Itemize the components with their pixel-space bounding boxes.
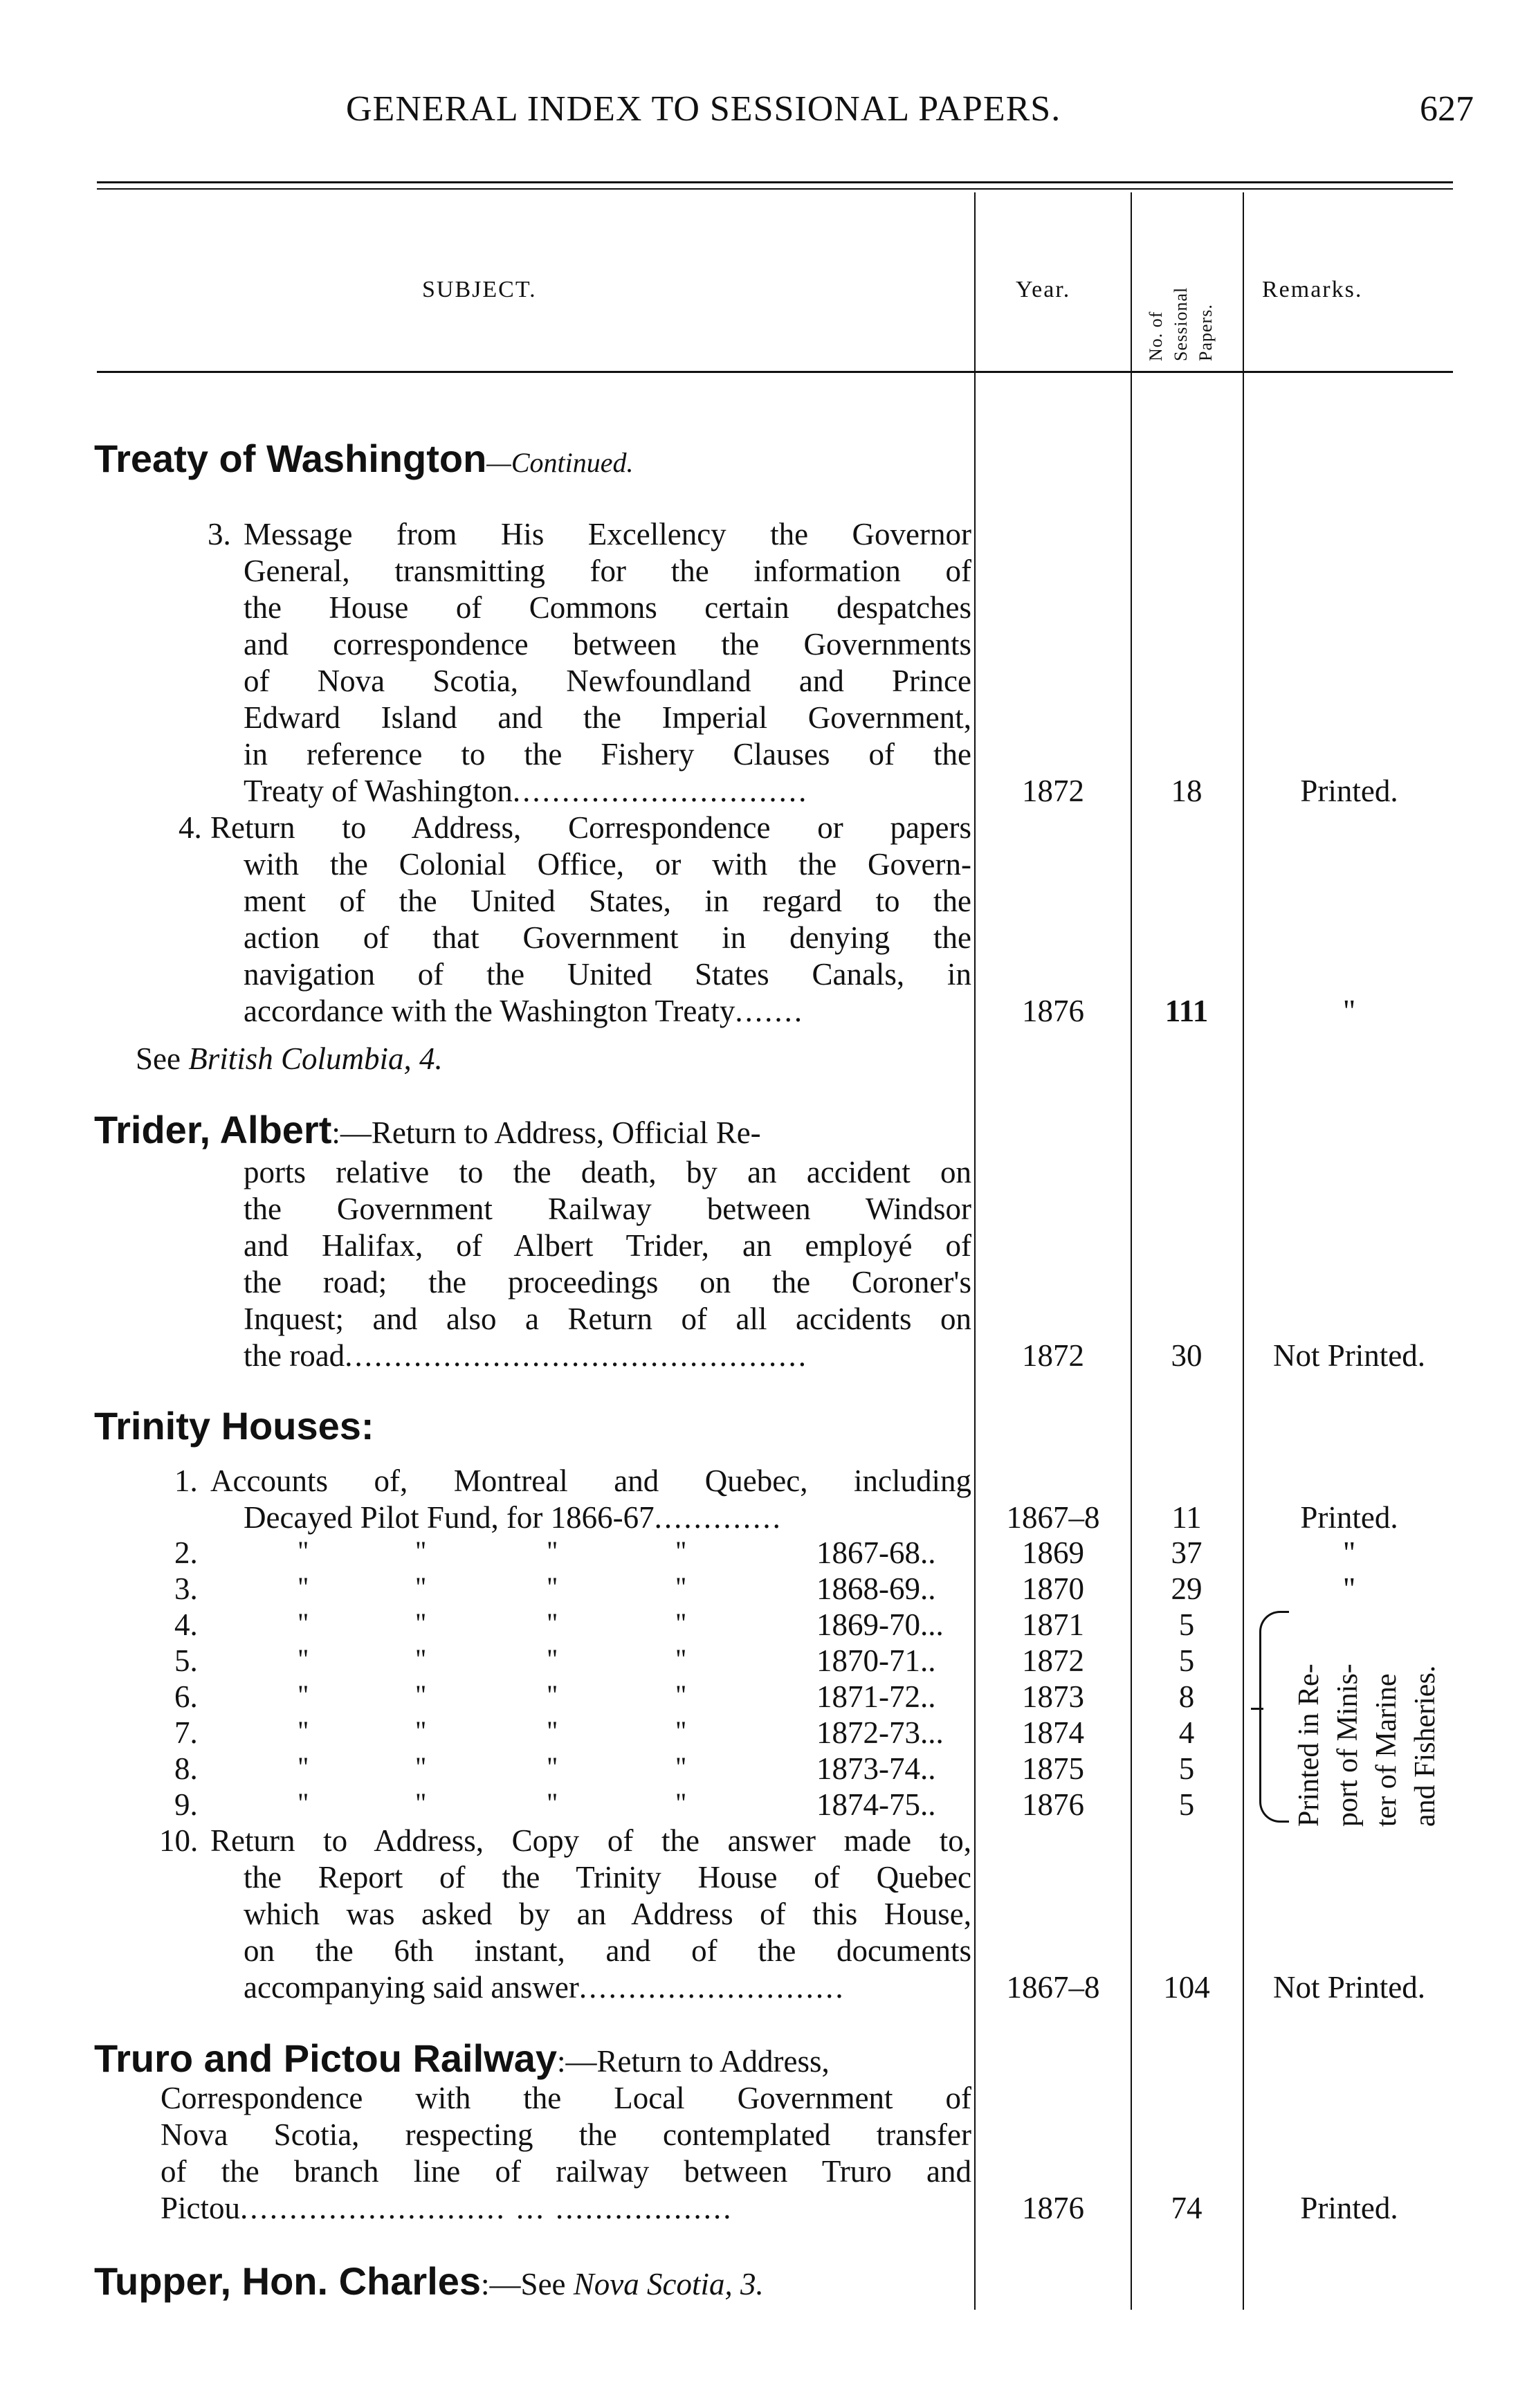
year-cell: 1867–8	[1006, 1500, 1100, 1535]
remarks-brace	[1259, 1611, 1289, 1823]
entry-text-line: Correspondence with the Local Government of	[161, 2081, 971, 2115]
entry-text-line: on the 6th instant, and of the documents	[244, 1933, 971, 1968]
tupper-see-label: :—See	[481, 2267, 574, 2301]
paper-number-cell: 29	[1171, 1571, 1203, 1606]
column-header-remarks: Remarks.	[1262, 277, 1363, 302]
rotated-remark-line: port of Minis-	[1332, 1663, 1364, 1827]
ditto-mark: "	[675, 1571, 687, 1603]
rotated-remark-line: and Fisheries.	[1409, 1665, 1441, 1827]
paper-number-cell: 11	[1171, 1500, 1202, 1535]
year-cell: 1871	[1022, 1607, 1084, 1642]
ditto-mark: "	[298, 1715, 309, 1746]
entry-text-line: navigation of the United States Canals, in	[244, 957, 971, 992]
ditto-mark: "	[415, 1607, 427, 1639]
ditto-mark: "	[675, 1643, 687, 1675]
column-header-number-line3: Papers.	[1196, 304, 1216, 361]
entry-heading-treaty	[94, 436, 634, 481]
remark-cell: Not Printed.	[1273, 1970, 1425, 2005]
ditto-mark: "	[675, 1535, 687, 1567]
year-cell: 1870	[1022, 1571, 1084, 1606]
leader-dots: ........................... ... ..................	[240, 2191, 733, 2225]
item-number: 2.	[174, 1535, 198, 1570]
entry-text-line: ment of the United States, in regard to the	[244, 884, 971, 918]
paper-number-cell: 104	[1163, 1970, 1210, 2005]
treaty-heading-text: Treaty of Washington	[94, 437, 487, 480]
entry-text-line: Message from His Excellency the Governor	[244, 517, 971, 551]
column-header-year: Year.	[1016, 277, 1071, 302]
ditto-mark: "	[547, 1607, 558, 1639]
ditto-mark: "	[415, 1643, 427, 1675]
column-divider-number	[1131, 192, 1132, 2310]
remark-cell: Printed.	[1300, 1500, 1398, 1535]
top-rule	[97, 181, 1453, 183]
item-number: 4.	[179, 810, 202, 845]
rotated-remark-line: Printed in Re-	[1293, 1663, 1325, 1827]
ditto-mark: "	[298, 1787, 309, 1818]
ditto-mark: "	[675, 1787, 687, 1818]
year-cell: 1872	[1022, 774, 1084, 808]
cross-reference	[136, 1041, 443, 1077]
year-cell: 1875	[1022, 1751, 1084, 1786]
entry-heading-trider	[94, 1107, 761, 1152]
remark-cell: Printed.	[1300, 774, 1398, 808]
entry-text: accompanying said answer	[244, 1970, 579, 2005]
column-divider-remarks	[1243, 192, 1244, 2310]
fiscal-years: 1868-69..	[816, 1571, 936, 1606]
running-title: GENERAL INDEX TO SESSIONAL PAPERS.	[346, 89, 1061, 129]
column-header-number-line1: No. of	[1146, 311, 1166, 361]
year-cell: 1876	[1022, 2191, 1084, 2225]
rotated-remark-line: ter of Marine	[1371, 1673, 1402, 1827]
entry-text-line: the House of Commons certain despatches	[244, 590, 971, 625]
item-number: 4.	[174, 1607, 198, 1642]
entry-text-line	[244, 993, 804, 1030]
year-cell: 1876	[1022, 994, 1084, 1028]
item-number: 3.	[174, 1571, 198, 1606]
item-number: 3.	[208, 517, 231, 551]
remarks-brace-tip	[1251, 1708, 1263, 1710]
entry-text-line: Return to Address, Copy of the answer made to,	[210, 1823, 971, 1858]
entry-heading-trinity	[94, 1403, 374, 1448]
entry-text-line	[244, 773, 808, 810]
ditto-mark: "	[415, 1679, 427, 1711]
fiscal-years: 1871-72..	[816, 1679, 936, 1714]
tupper-heading-text: Tupper, Hon. Charles	[94, 2259, 482, 2303]
paper-number-cell: 5	[1178, 1643, 1195, 1678]
column-header-number	[1143, 202, 1233, 368]
remark-cell: "	[1342, 1535, 1356, 1570]
entry-text-line: Return to Address, Correspondence or papers	[210, 810, 971, 845]
item-number: 6.	[174, 1679, 198, 1714]
entry-text-line: in reference to the Fishery Clauses of the	[244, 737, 971, 772]
entry-text-line: ports relative to the death, by an accident on	[244, 1155, 971, 1189]
entry-text: accordance with the Washington Treaty	[244, 994, 735, 1028]
entry-text-line: Edward Island and the Imperial Government,	[244, 700, 971, 735]
fiscal-years: 1869-70...	[816, 1607, 944, 1642]
entry-text-line: and correspondence between the Governments	[244, 627, 971, 662]
leader-dots: ..............................	[512, 774, 809, 808]
fiscal-years: 1874-75..	[816, 1787, 936, 1822]
paper-number-cell: 8	[1178, 1679, 1195, 1714]
see-reference: British Columbia, 4.	[188, 1041, 443, 1076]
entry-text-line	[244, 1499, 783, 1536]
top-rule-thin	[97, 188, 1453, 190]
ditto-mark: "	[547, 1715, 558, 1746]
column-header-subject: SUBJECT.	[422, 277, 537, 302]
entry-text-line: and Halifax, of Albert Trider, an employé of	[244, 1228, 971, 1263]
entry-heading-truro	[94, 2036, 830, 2081]
year-cell: 1867–8	[1006, 1970, 1100, 2005]
year-cell: 1872	[1022, 1643, 1084, 1678]
entry-text-line: Accounts of, Montreal and Quebec, including	[210, 1463, 971, 1498]
year-cell: 1874	[1022, 1715, 1084, 1750]
entry-text-line: which was asked by an Address of this House,	[244, 1897, 971, 1931]
ditto-mark: "	[298, 1751, 309, 1782]
page-number: 627	[1420, 89, 1474, 129]
ditto-mark: "	[675, 1679, 687, 1711]
remark-cell: Not Printed.	[1273, 1338, 1425, 1373]
ditto-mark: "	[415, 1535, 427, 1567]
entry-text-line: of Nova Scotia, Newfoundland and Prince	[244, 664, 971, 698]
entry-text-line: action of that Government in denying the	[244, 920, 971, 955]
ditto-mark: "	[547, 1751, 558, 1782]
paper-number-cell: 5	[1178, 1787, 1195, 1822]
ditto-mark: "	[415, 1787, 427, 1818]
ditto-mark: "	[547, 1535, 558, 1567]
ditto-mark: "	[547, 1787, 558, 1818]
item-number: 8.	[174, 1751, 198, 1786]
ditto-mark: "	[547, 1679, 558, 1711]
ditto-mark: "	[298, 1535, 309, 1567]
column-header-number-line2: Sessional	[1171, 286, 1191, 361]
trider-heading-text: Trider, Albert	[94, 1108, 332, 1151]
year-cell: 1872	[1022, 1338, 1084, 1373]
entry-text-line: of the branch line of railway between Truro and	[161, 2154, 971, 2189]
entry-text-line: Nova Scotia, respecting the contemplated transfer	[161, 2117, 971, 2152]
header-rule	[97, 371, 1453, 373]
year-cell: 1869	[1022, 1535, 1084, 1570]
ditto-mark: "	[415, 1751, 427, 1782]
entry-text-line: with the Colonial Office, or with the Govern-	[244, 847, 971, 882]
remark-cell: "	[1342, 1571, 1356, 1606]
year-cell: 1876	[1022, 1787, 1084, 1822]
entry-text-line: Inquest; and also a Return of all accidents on	[244, 1302, 971, 1336]
leader-dots: ...............................................	[345, 1338, 808, 1373]
ditto-mark: "	[547, 1571, 558, 1603]
paper-number-cell: 74	[1171, 2191, 1203, 2225]
ditto-mark: "	[298, 1571, 309, 1603]
item-number: 5.	[174, 1643, 198, 1678]
trider-first-line: :—Return to Address, Official Re-	[331, 1115, 761, 1150]
item-number: 1.	[174, 1463, 198, 1498]
entry-text-line	[244, 1338, 808, 1374]
ditto-mark: "	[547, 1643, 558, 1675]
column-divider-year	[974, 192, 976, 2310]
paper-number-cell: 18	[1171, 774, 1203, 808]
paper-number-cell: 5	[1178, 1751, 1195, 1786]
fiscal-years: 1867-68..	[816, 1535, 936, 1570]
ditto-mark: "	[675, 1607, 687, 1639]
ditto-mark: "	[298, 1679, 309, 1711]
ditto-mark: "	[675, 1715, 687, 1746]
tupper-see-reference-wrap	[574, 2267, 764, 2301]
year-cell: 1873	[1022, 1679, 1084, 1714]
entry-text-line	[161, 2190, 733, 2227]
entry-text-line: the road; the proceedings on the Coroner's	[244, 1265, 971, 1299]
tupper-see-reference: Nova Scotia, 3.	[573, 2267, 764, 2301]
entry-text-line	[244, 1969, 845, 2006]
trinity-heading-text: Trinity Houses:	[94, 1404, 374, 1448]
item-number: 7.	[174, 1715, 198, 1750]
remark-cell: "	[1342, 994, 1356, 1028]
leader-dots: .............	[654, 1500, 783, 1535]
running-head	[0, 89, 1536, 137]
entry-text: Decayed Pilot Fund, for 1866-67	[244, 1500, 655, 1535]
paper-number-cell: 4	[1178, 1715, 1195, 1750]
truro-first-line: :—Return to Address,	[557, 2044, 830, 2079]
entry-text: Pictou	[161, 2191, 241, 2225]
ditto-mark: "	[415, 1715, 427, 1746]
fiscal-years: 1872-73...	[816, 1715, 944, 1750]
see-label: See	[136, 1041, 189, 1076]
entry-text-line: General, transmitting for the information of	[244, 554, 971, 588]
entry-text-line: the Government Railway between Windsor	[244, 1192, 971, 1226]
ditto-mark: "	[415, 1571, 427, 1603]
item-number: 9.	[174, 1787, 198, 1822]
continued-label: —Continued.	[486, 447, 634, 478]
paper-number-cell: 111	[1164, 994, 1209, 1028]
entry-text: Treaty of Washington	[244, 774, 513, 808]
remark-cell: Printed.	[1300, 2191, 1398, 2225]
entry-text-line: the Report of the Trinity House of Quebec	[244, 1860, 971, 1895]
ditto-mark: "	[675, 1751, 687, 1782]
entry-text: the road	[244, 1338, 345, 1373]
ditto-mark: "	[298, 1607, 309, 1639]
paper-number-cell: 5	[1178, 1607, 1195, 1642]
paper-number-cell: 37	[1171, 1535, 1203, 1570]
leader-dots: ...........................	[578, 1970, 845, 2005]
fiscal-years: 1873-74..	[816, 1751, 936, 1786]
leader-dots: .......	[735, 994, 805, 1028]
truro-heading-text: Truro and Pictou Railway	[94, 2036, 558, 2080]
item-number: 10.	[159, 1823, 199, 1858]
entry-heading-tupper	[94, 2259, 764, 2304]
ditto-mark: "	[298, 1643, 309, 1675]
fiscal-years: 1870-71..	[816, 1643, 936, 1678]
paper-number-cell: 30	[1171, 1338, 1203, 1373]
